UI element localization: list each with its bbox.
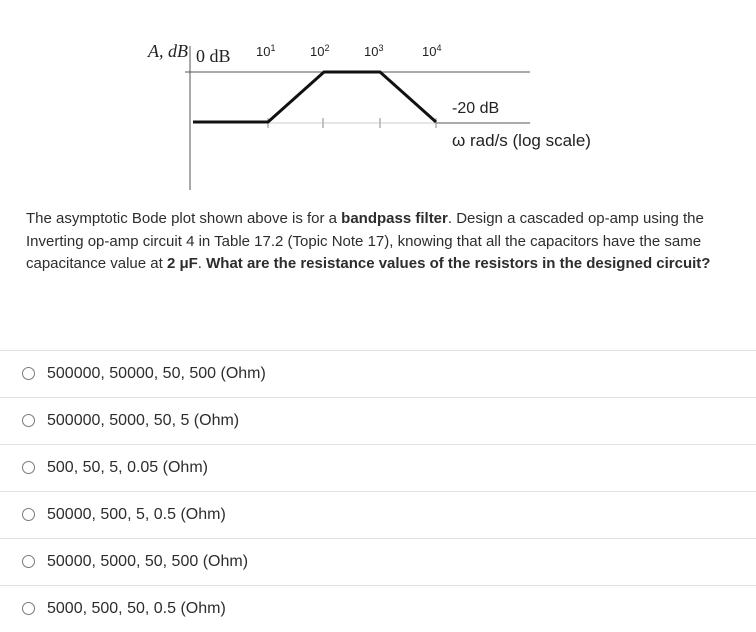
question-part: The asymptotic Bode plot shown above is for a xyxy=(26,210,342,227)
answer-option-label: 500000, 50000, 50, 500 (Ohm) xyxy=(47,364,266,382)
radio-button[interactable] xyxy=(22,367,35,380)
answer-option[interactable] xyxy=(0,585,756,631)
answer-option-label: 5000, 500, 50, 0.5 (Ohm) xyxy=(47,599,226,617)
answer-option-label: 500, 50, 5, 0.05 (Ohm) xyxy=(47,458,208,476)
gain-label: -20 dB xyxy=(452,100,500,117)
radio-button[interactable] xyxy=(22,602,35,615)
bode-response-line xyxy=(193,72,436,122)
question-bold: 2 μF xyxy=(166,255,198,272)
answer-option[interactable] xyxy=(0,397,756,443)
question-part: . Design a cascaded op-amp using the Inverting op-amp circuit 4 in Table 17.2 (Topic Note 17), knowing that all the capacitors have the same capacitance value at xyxy=(26,210,704,272)
zero-db-label: 0 dB xyxy=(196,46,231,66)
bode-plot xyxy=(0,0,756,200)
tick-label-2: $10^2$ xyxy=(310,43,330,59)
question-bold: What are the resistance values of the resistors in the designed circuit? xyxy=(206,255,711,272)
radio-button[interactable] xyxy=(22,555,35,568)
x-axis-label: ω rad/s (log scale) xyxy=(452,131,591,150)
answer-option[interactable] xyxy=(0,491,756,537)
answer-option-label: 50000, 500, 5, 0.5 (Ohm) xyxy=(47,505,226,523)
radio-button[interactable] xyxy=(22,508,35,521)
answer-option[interactable] xyxy=(0,350,756,396)
tick-label-4: $10^4$ xyxy=(422,43,442,59)
answer-option[interactable] xyxy=(0,538,756,584)
question-part: . xyxy=(197,255,207,272)
y-axis-label: A, dB xyxy=(148,41,188,61)
answer-option-label: 500000, 5000, 50, 5 (Ohm) xyxy=(47,411,240,429)
tick-label-1: $10^1$ xyxy=(256,43,276,59)
answer-options xyxy=(0,350,756,632)
tick-label-3: $10^3$ xyxy=(364,43,384,59)
answer-option[interactable] xyxy=(0,444,756,490)
radio-button[interactable] xyxy=(22,414,35,427)
question-text xyxy=(26,208,746,276)
radio-button[interactable] xyxy=(22,461,35,474)
question-bold: bandpass filter xyxy=(341,210,448,227)
answer-option-label: 50000, 5000, 50, 500 (Ohm) xyxy=(47,552,249,570)
